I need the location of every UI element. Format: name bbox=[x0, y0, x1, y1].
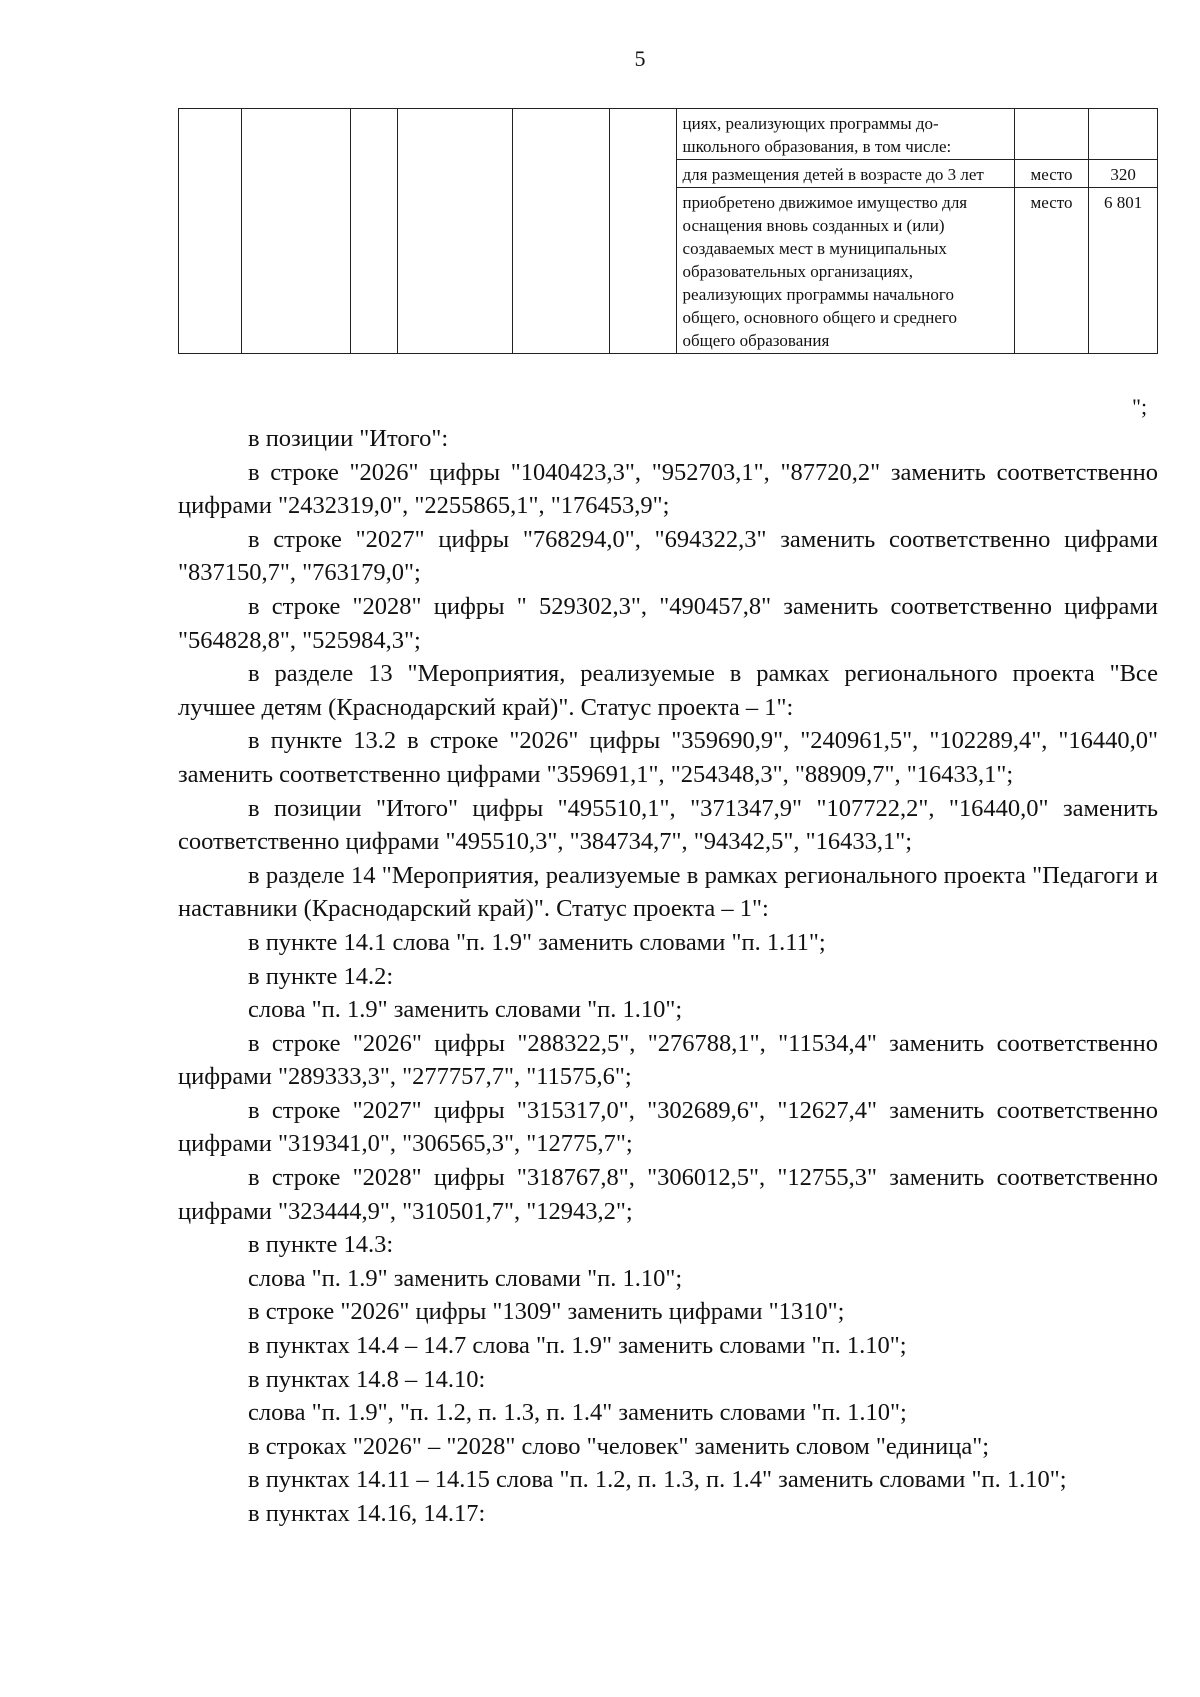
paragraph: в пункте 14.1 слова "п. 1.9" заменить словами "п. 1.11"; bbox=[248, 928, 826, 956]
paragraph: в позиции "Итого" цифры "495510,1", "371347,9" "107722,2", "16440,0" заменить соответственно цифрами "495510,3", "384734,7", "94342,5", "16433,1"; bbox=[178, 794, 1158, 856]
indicator-text-cell: циях, реализующих программы дошкольного образования, в том числе: bbox=[676, 109, 1014, 160]
table-cell bbox=[350, 109, 397, 354]
paragraph: в пункте 14.2: bbox=[248, 962, 394, 990]
paragraph: слова "п. 1.9", "п. 1.2, п. 1.3, п. 1.4" заменить словами "п. 1.10"; bbox=[248, 1399, 907, 1427]
table-cell bbox=[241, 109, 350, 354]
paragraph: в разделе 14 "Мероприятия, реализуемые в рамках регионального проекта "Педагоги и наставники (Краснодарский край)". Статус проекта – 1": bbox=[178, 861, 1158, 923]
amendment-text bbox=[178, 422, 1158, 1531]
value-cell: 320 bbox=[1089, 160, 1158, 188]
value-cell bbox=[1089, 109, 1158, 160]
paragraph: в пункте 14.3: bbox=[248, 1231, 394, 1259]
page-number: 5 bbox=[634, 46, 646, 71]
paragraph: слова "п. 1.9" заменить словами "п. 1.10"; bbox=[248, 1264, 683, 1292]
continued-table bbox=[178, 108, 1158, 354]
table-cell bbox=[513, 109, 610, 354]
unit-cell bbox=[1014, 109, 1089, 160]
paragraph: в разделе 13 "Мероприятия, реализуемые в рамках регионального проекта "Все лучшее детям (Краснодарский край)". Статус проекта – 1": bbox=[178, 660, 1158, 721]
paragraph: в строках "2026" – "2028" слово "человек" заменить словом "единица"; bbox=[248, 1432, 990, 1460]
table-cell bbox=[609, 109, 676, 354]
paragraph: в пунктах 14.8 – 14.10: bbox=[248, 1365, 486, 1393]
paragraph: в позиции "Итого": bbox=[248, 425, 449, 452]
value-cell: 6 801 bbox=[1089, 188, 1158, 354]
unit-cell: место bbox=[1014, 160, 1089, 188]
paragraph: в пунктах 14.4 – 14.7 слова "п. 1.9" заменить словами "п. 1.10"; bbox=[248, 1332, 907, 1360]
table-cell bbox=[179, 109, 242, 354]
paragraph: слова "п. 1.9" заменить словами "п. 1.10"; bbox=[248, 996, 683, 1024]
paragraph: в пунктах 14.16, 14.17: bbox=[248, 1500, 486, 1527]
paragraph: в строке "2026" цифры "1040423,3", "952703,1", "87720,2" заменить соответственно цифрами "2432319,0", "2255865,1", "176453,9"; bbox=[178, 458, 1158, 520]
paragraph: в строке "2026" цифры "288322,5", "276788,1", "11534,4" заменить соответственно цифрами "289333,3", "277757,7", "11575,6"; bbox=[178, 1029, 1158, 1091]
paragraph: в строке "2026" цифры "1309" заменить цифрами "1310"; bbox=[248, 1298, 845, 1326]
unit-cell: место bbox=[1014, 188, 1089, 354]
paragraph: в строке "2027" цифры "768294,0", "694322,3" заменить соответственно цифрами "837150,7", "763179,0"; bbox=[178, 525, 1158, 587]
paragraph: в строке "2028" цифры "318767,8", "306012,5", "12755,3" заменить соответственно цифрами "323444,9", "310501,7", "12943,2"; bbox=[178, 1164, 1158, 1225]
paragraph: в пункте 13.2 в строке "2026" цифры "359690,9", "240961,5", "102289,4", "16440,0" заменить соответственно цифрами "359691,1", "254348,3", "88909,7", "16433,1"; bbox=[178, 727, 1158, 788]
table-cell bbox=[397, 109, 512, 354]
paragraph: в строке "2027" цифры "315317,0", "302689,6", "12627,4" заменить соответственно цифрами "319341,0", "306565,3", "12775,7"; bbox=[178, 1096, 1158, 1158]
table-row bbox=[179, 109, 1158, 160]
indicator-text-cell: приобретено движимое имущество для оснащения вновь созданных и (или) создаваемых мест в муниципальных образовательных организациях, реализующих программы начального общего, основного общего и среднего общего образования bbox=[676, 188, 1014, 354]
paragraph: в пунктах 14.11 – 14.15 слова "п. 1.2, п. 1.3, п. 1.4" заменить словами "п. 1.10"; bbox=[248, 1466, 1067, 1494]
indicator-text-cell: для размещения детей в возрасте до 3 лет bbox=[676, 160, 1014, 188]
table-closing-quote: "; bbox=[1132, 394, 1148, 419]
paragraph: в строке "2028" цифры " 529302,3", "490457,8" заменить соответственно цифрами "564828,8", "525984,3"; bbox=[178, 592, 1158, 654]
